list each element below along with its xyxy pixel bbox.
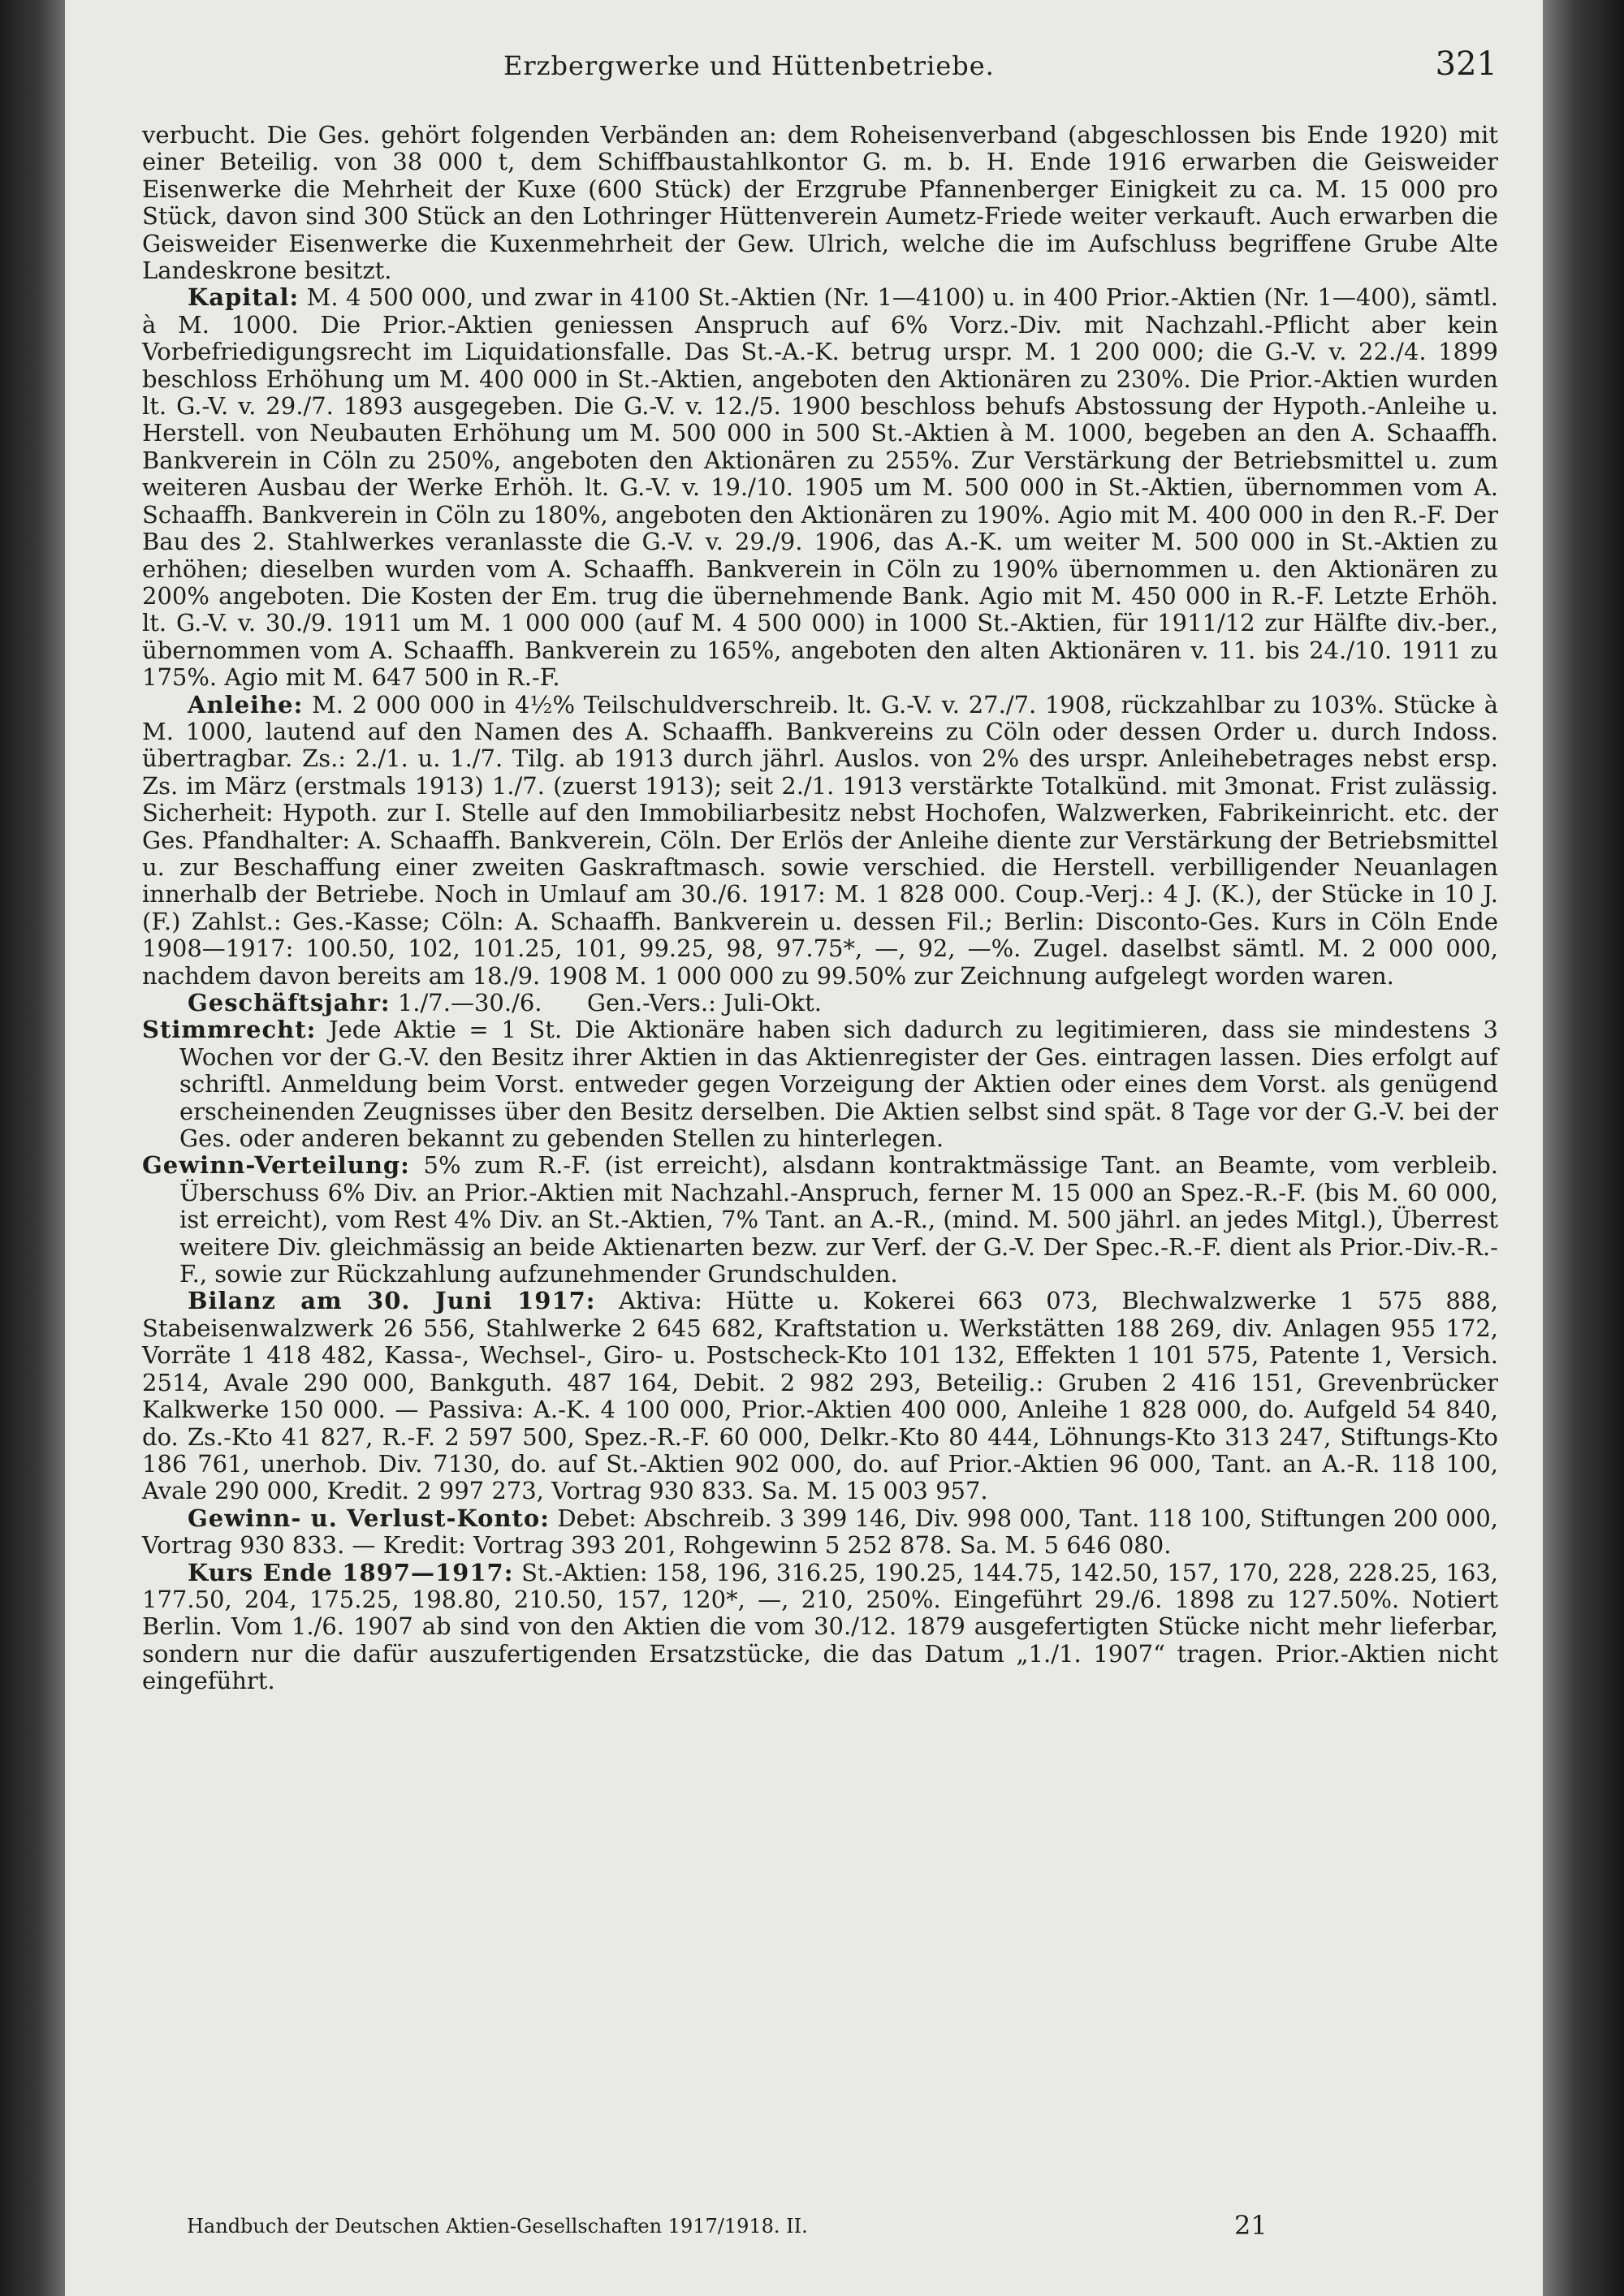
section-anleihe [142,692,1498,990]
section-text: 5% zum R.-F. (ist erreicht), alsdann kontraktmässige Tant. an Beamte, vom verbleib. Überschuss 6% Div. an Prior.-Aktien mit Nachzahl.-Anspruch, ferner M. 15 000 an Spez.-R.-F. (bis M. 60 000, ist erreicht), vom Rest 4% Div. an St.-Aktien, 7% Tant. an A.-R., (mind. M. 500 jährl. an jedes Mitgl.), Überrest weitere Div. gleichmässig an beide Aktienarten bezw. zur Verf. der G.-V. Der Spec.-R.-F. dient als Prior.-Div.-R.-F., sowie zur Rückzahlung aufzunehmender Grundschulden. [179,1151,1499,1288]
section-geschaeftsjahr [142,990,1498,1016]
document-page [65,0,1543,2296]
section-label: Gewinn-Verteilung: [142,1151,410,1180]
section-kapital [142,284,1498,691]
scan-edge-left [0,0,65,2296]
section-kurs [142,1560,1498,1695]
section-text: Jede Aktie = 1 St. Die Aktionäre haben sich dadurch zu legitimieren, dass sie mindestens 3 Wochen vor der G.-V. den Besitz ihrer Aktien in das Aktienregister der Ges. eintragen lassen. Dies erfolgt auf schriftl. Anmeldung beim Vorst. entweder gegen Vorzeigung der Aktien oder eines dem Vorst. als genügend erscheinenden Zeugnisses über den Besitz derselben. Die Aktien selbst sind spät. 8 Tage vor der G.-V. bei der Ges. oder anderen bekannt zu gebenden Stellen zu hinterlegen. [179,1016,1498,1153]
section-label: Kapital: [188,283,300,312]
scan-edge-right [1543,0,1624,2296]
document-body [142,122,1498,1695]
section-label: Anleihe: [188,690,304,719]
signature-mark: 21 [1234,2210,1268,2241]
section-label: Kurs Ende 1897—1917: [188,1558,514,1586]
section-text: M. 4 500 000, und zwar in 4100 St.-Aktien (Nr. 1—4100) u. in 400 Prior.-Aktien (Nr. 1—400), sämtl. à M. 1000. Die Prior.-Aktien geniessen Anspruch auf 6% Vorz.-Div. mit Nachzahl.-Pflicht aber kein Vorbefriedigungsrecht im Liquidationsfalle. Das St.-A.-K. betrug urspr. M. 1 200 000; die G.-V. v. 22./4. 1899 beschloss Erhöhung um M. 400 000 in St.-Aktien, angeboten den Aktionären zu 230%. Die Prior.-Aktien wurden lt. G.-V. v. 29./7. 1893 ausgegeben. Die G.-V. v. 12./5. 1900 beschloss behufs Abstossung der Hypoth.-Anleihe u. Herstell. von Neubauten Erhöhung um M. 500 000 in 500 St.-Aktien à M. 1000, begeben an den A. Schaaffh. Bankverein in Cöln zu 250%, angeboten den Aktionären zu 255%. Zur Verstärkung der Betriebsmittel u. zum weiteren Ausbau der Werke Erhöh. lt. G.-V. v. 19./10. 1905 um M. 500 000 in St.-Aktien, übernommen vom A. Schaaffh. Bankverein in Cöln zu 180%, angeboten den Aktionären zu 190%. Agio mit M. 400 000 in den R.-F. Der Bau des 2. Stahlwerkes veranlasste die G.-V. v. 29./9. 1906, das A.-K. um weiter M. 500 000 in St.-Aktien zu erhöhen; dieselben wurden vom A. Schaaffh. Bankverein in Cöln zu 190% übernommen u. den Aktionären zu 200% angeboten. Die Kosten der Em. trug die übernehmende Bank. Agio mit M. 450 000 in R.-F. Letzte Erhöh. lt. G.-V. v. 30./9. 1911 um M. 1 000 000 (auf M. 4 500 000) in 1000 St.-Aktien, für 1911/12 zur Hälfte div.-ber., übernommen vom A. Schaaffh. Bankverein zu 165%, angeboten den alten Aktionären v. 11. bis 24./10. 1911 zu 175%. Agio mit M. 647 500 in R.-F. [142,283,1498,692]
section-label: Stimmrecht: [142,1016,317,1044]
section-label: Bilanz am 30. Juni 1917: [188,1287,596,1315]
section-label: Gewinn- u. Verlust-Konto: [188,1504,550,1532]
section-text: Debet: Abschreib. 3 399 146, Div. 998 000, Tant. 118 100, Stiftungen 200 000, Vortrag 930 833. — Kredit: Vortrag 393 201, Rohgewinn 5 252 878. Sa. M. 5 646 080. [142,1504,1498,1560]
page-footer [65,2210,1543,2247]
page-number: 321 [1435,45,1497,83]
section-text: St.-Aktien: 158, 196, 316.25, 190.25, 144.75, 142.50, 157, 170, 228, 228.25, 163, 177.50, 204, 175.25, 198.80, 210.50, 157, 120*, —, 210, 250%. Eingeführt 29./6. 1898 zu 127.50%. Notiert Berlin. Vom 1./6. 1907 ab sind von den Aktien die vom 30./12. 1879 ausgefertigten Stücke nicht mehr lieferbar, sondern nur die dafür auszufertigenden Ersatzstücke, die das Datum „1./1. 1907“ tragen. Prior.-Aktien nicht eingeführt. [142,1558,1499,1695]
running-header [65,45,1543,86]
section-text: M. 2 000 000 in 4½% Teilschuldverschreib. lt. G.-V. v. 27./7. 1908, rückzahlbar zu 103%. Stücke à M. 1000, lautend auf den Namen des A. Schaaffh. Bankvereins zu Cöln oder dessen Order u. durch Indoss. übertragbar. Zs.: 2./1. u. 1./7. Tilg. ab 1913 durch jährl. Auslos. von 2% des urspr. Anleihebetrages nebst ersp. Zs. im März (erstmals 1913) 1./7. (zuerst 1913); seit 2./1. 1913 verstärkte Totalkünd. mit 3monat. Frist zulässig. Sicherheit: Hypoth. zur I. Stelle auf den Immobiliarbesitz nebst Hochofen, Walzwerken, Fabrikeinricht. etc. der Ges. Pfandhalter: A. Schaaffh. Bankverein, Cöln. Der Erlös der Anleihe diente zur Verstärkung der Betriebsmittel u. zur Beschaffung einer zweiten Gaskraftmasch. sowie verschied. die Herstell. verbilligender Neuanlagen innerhalb der Betriebe. Noch in Umlauf am 30./6. 1917: M. 1 828 000. Coup.-Verj.: 4 J. (K.), der Stücke in 10 J. (F.) Zahlst.: Ges.-Kasse; Cöln: A. Schaaffh. Bankverein u. dessen Fil.; Berlin: Disconto-Ges. Kurs in Cöln Ende 1908—1917: 100.50, 102, 101.25, 101, 99.25, 98, 97.75*, —, 92, —%. Zugel. daselbst sämtl. M. 2 000 000, nachdem davon bereits am 18./9. 1908 M. 1 000 000 zu 99.50% zur Zeichnung aufgelegt worden waren. [142,690,1498,990]
paragraph-verbucht [142,122,1498,284]
running-title: Erzbergwerke und Hüttenbetriebe. [503,50,995,81]
section-label: Geschäftsjahr: [188,989,391,1016]
section-text: 1./7.—30./6. Gen.-Vers.: Juli-Okt. [397,989,822,1016]
footer-source: Handbuch der Deutschen Aktien-Gesellschaften 1917/1918. II. [187,2215,808,2238]
section-gewinn-verteilung [142,1152,1498,1288]
section-bilanz [142,1288,1498,1504]
paragraph-text: verbucht. Die Ges. gehört folgenden Verbänden an: dem Roheisenverband (abgeschlossen bis Ende 1920) mit einer Beteilig. von 38 000 t, dem Schiffbaustahlkontor G. m. b. H. Ende 1916 erwarben die Geisweider Eisenwerke die Mehrheit der Kuxe (600 Stück) der Erzgrube Pfannenberger Einigkeit zu ca. M. 15 000 pro Stück, davon sind 300 Stück an den Lothringer Hüttenverein Aumetz-Friede weiter verkauft. Auch erwarben die Geisweider Eisenwerke die Kuxenmehrheit der Gew. Ulrich, welche die im Aufschluss begriffene Grube Alte Landeskrone besitzt. [142,121,1498,285]
section-stimmrecht [142,1016,1498,1152]
section-gewinn-verlust [142,1505,1498,1560]
section-text: Aktiva: Hütte u. Kokerei 663 073, Blechwalzwerke 1 575 888, Stabeisenwalzwerk 26 556, Stahlwerke 2 645 682, Kraftstation u. Werkstätten 188 269, div. Anlagen 955 172, Vorräte 1 418 482, Kassa-, Wechsel-, Giro- u. Postscheck-Kto 101 132, Effekten 1 101 575, Patente 1, Versich. 2514, Avale 290 000, Bankguth. 487 164, Debit. 2 982 293, Beteilig.: Gruben 2 416 151, Grevenbrücker Kalkwerke 150 000. — Passiva: A.-K. 4 100 000, Prior.-Aktien 400 000, Anleihe 1 828 000, do. Aufgeld 54 840, do. Zs.-Kto 41 827, R.-F. 2 597 500, Spez.-R.-F. 60 000, Delkr.-Kto 80 444, Löhnungs-Kto 313 247, Stiftungs-Kto 186 761, unerhob. Div. 7130, do. auf St.-Aktien 902 000, do. auf Prior.-Aktien 96 000, Tant. an A.-R. 118 100, Avale 290 000, Kredit. 2 997 273, Vortrag 930 833. Sa. M. 15 003 957. [142,1287,1499,1505]
